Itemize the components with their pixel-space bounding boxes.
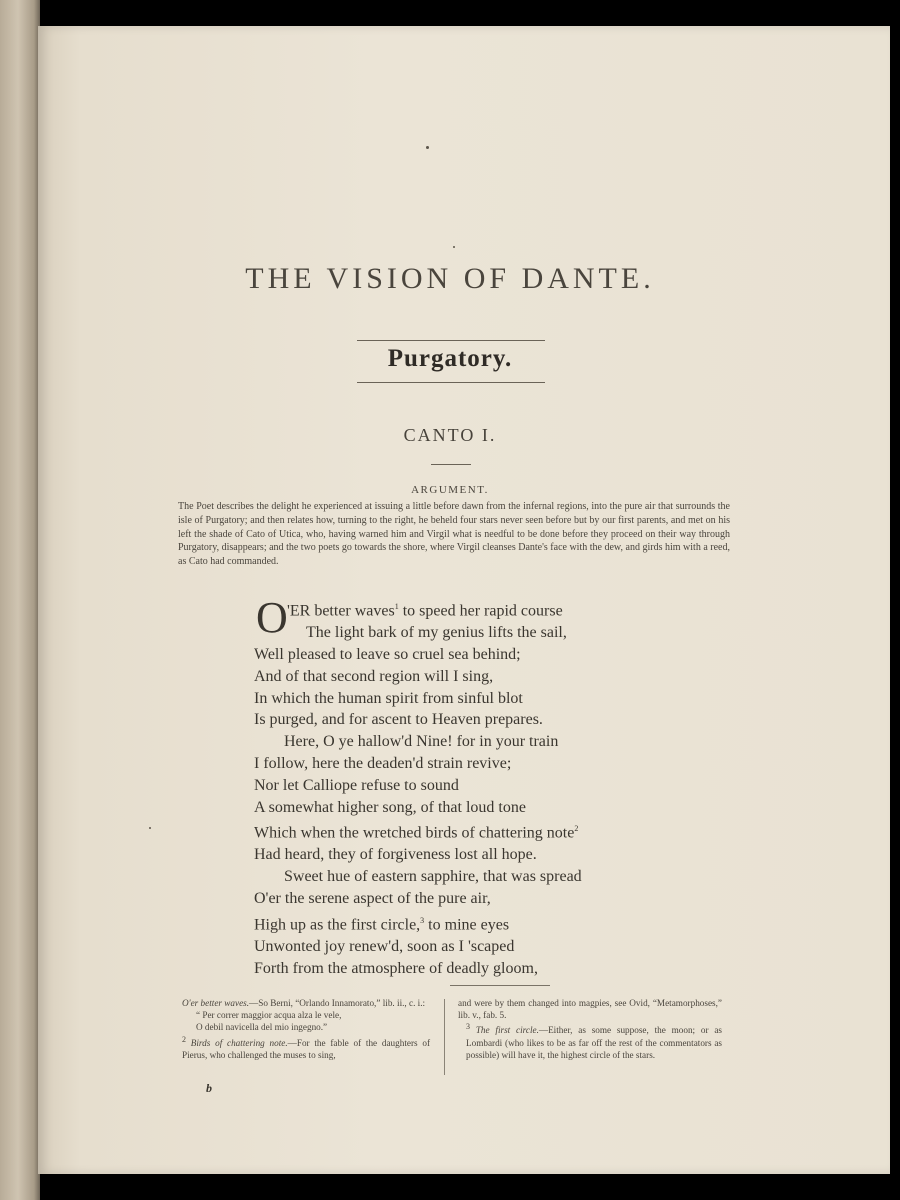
canto-heading: CANTO I. xyxy=(403,425,497,445)
poem-line xyxy=(254,596,674,622)
speck-mark xyxy=(453,246,455,248)
poem-line-text: 'ER better waves xyxy=(287,602,395,620)
footnote-text: —For the fable of the daughters of Pierus, who challenged the muses to sing, xyxy=(182,1037,431,1060)
poem-line: I follow, here the deaden'd strain revive; xyxy=(254,754,512,772)
poem-line: In which the human spirit from sinful blot xyxy=(254,689,523,707)
speck-mark xyxy=(426,146,429,149)
poem-line: Is purged, and for ascent to Heaven prepares. xyxy=(254,711,543,729)
footnote-2-continued: and were by them changed into magpies, see Ovid, “Metamorphoses,” lib. v., fab. 5. xyxy=(458,998,722,1021)
poem-line: Nor let Calliope refuse to sound xyxy=(254,776,459,794)
subtitle-top-rule xyxy=(357,340,545,341)
footnote-title: O'er better waves. xyxy=(182,998,250,1008)
book-page-edge xyxy=(0,0,40,1200)
signature-mark: b xyxy=(206,1081,212,1095)
poem-line-text: to mine eyes xyxy=(424,916,510,934)
footnote-title: Birds of chattering note. xyxy=(190,1037,288,1048)
poem-line: And of that second region will I sing, xyxy=(254,667,494,685)
footnote-marker: 1 xyxy=(394,602,399,611)
footnote-text: —Either, as some suppose, the moon; or as Lombardi (who likes to be as far off the rest of the commentators as possible) will have it, the highest circle of the stars. xyxy=(466,1025,722,1060)
poem-line: The light bark of my genius lifts the sail, xyxy=(306,624,567,642)
argument-text: The Poet describes the delight he experienced at issuing a little before dawn from the infernal regions, into the pure air that surrounds the isle of Purgatory; and then relates how, turning to the right, he beheld four stars never seen before but by our first parents, and met on his left the shade of Cato of Utica, who, having warned him and Virgil what is needful to be done before they proceed on their way through Purgatory, disappears; and the two poets go towards the shore, where Virgil cleanses Dante's face with the dew, and girds him with a reed, as Cato had commanded. xyxy=(178,501,730,568)
poem-line: Sweet hue of eastern sapphire, that was spread xyxy=(284,868,582,886)
footnote-marker: 3 xyxy=(420,915,425,925)
subtitle-bottom-rule xyxy=(357,382,545,383)
footnote-column-divider xyxy=(444,999,445,1075)
poem-line: Unwonted joy renew'd, soon as I 'scaped xyxy=(254,937,515,955)
poem-line-text: to speed her rapid course xyxy=(398,602,563,620)
footnote-number: 3 xyxy=(466,1022,470,1032)
footnote-marker: 2 xyxy=(574,824,579,834)
footnote-2 xyxy=(174,1034,430,1061)
footnote-title: The first circle. xyxy=(475,1025,539,1036)
footnote-text: —So Berni, “Orlando Innamorato,” lib. ii., c. i.: xyxy=(249,998,426,1008)
poem-line: Well pleased to leave so cruel sea behind; xyxy=(254,645,521,663)
poem-line: Had heard, they of forgiveness lost all hope. xyxy=(254,846,537,864)
footnote-rule xyxy=(450,985,550,986)
argument-heading: ARGUMENT. xyxy=(411,484,489,496)
footnote-quote-line: O debil navicella del mio ingegno.” xyxy=(196,1022,328,1033)
footnotes-left-column xyxy=(174,997,430,1061)
footnote-1 xyxy=(174,997,430,1009)
section-subtitle: Purgatory. xyxy=(387,345,513,372)
footnote-quote-line: “ Per correr maggior acqua alza le vele, xyxy=(196,1010,342,1021)
poem-line xyxy=(254,910,674,936)
drop-cap: O xyxy=(256,593,288,642)
footnotes-right-column xyxy=(458,997,722,1061)
speck-mark xyxy=(149,827,151,829)
poem-line-text: High up as the first circle, xyxy=(254,916,421,934)
poem-line xyxy=(254,818,674,844)
poem-stanza xyxy=(254,593,674,980)
poem-line: Forth from the atmosphere of deadly gloom, xyxy=(254,959,538,977)
footnote-3 xyxy=(458,1021,722,1061)
poem-line: A somewhat higher song, of that loud tone xyxy=(254,798,526,816)
poem-line-text: Which when the wretched birds of chattering note xyxy=(254,824,575,842)
canto-rule xyxy=(431,464,471,465)
footnote-number: 2 xyxy=(182,1034,186,1044)
book-title: THE VISION OF DANTE. xyxy=(245,262,655,295)
poem-line: Here, O ye hallow'd Nine! for in your train xyxy=(284,733,559,751)
poem-line: O'er the serene aspect of the pure air, xyxy=(254,890,491,908)
